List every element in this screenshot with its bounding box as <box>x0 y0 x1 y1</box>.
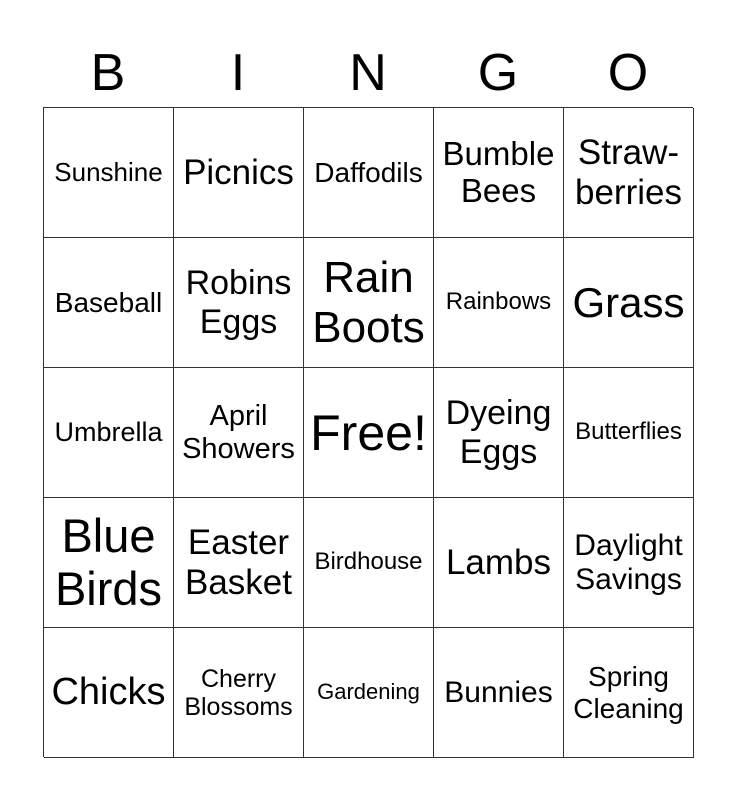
cell-label: Bunnies <box>444 675 553 709</box>
bingo-cell-r1c4[interactable] <box>434 108 564 238</box>
bingo-cell-r2c5[interactable] <box>564 238 694 368</box>
bingo-cell-r2c3[interactable] <box>304 238 434 368</box>
bingo-cell-r4c4[interactable] <box>434 498 564 628</box>
bingo-cell-r1c5[interactable] <box>564 108 694 238</box>
cell-label: Dyeing Eggs <box>445 394 552 471</box>
cell-label: Rain Boots <box>312 253 425 352</box>
cell-label: Grass <box>572 278 685 326</box>
header-letter-n: N <box>349 44 387 102</box>
cell-label: Daffodils <box>314 156 423 188</box>
bingo-header <box>43 42 693 104</box>
bingo-cell-free[interactable] <box>304 368 434 498</box>
bingo-board <box>43 107 693 757</box>
cell-label: Bumble Bees <box>442 134 555 209</box>
cell-label: Gardening <box>317 679 420 705</box>
bingo-cell-r1c3[interactable] <box>304 108 434 238</box>
bingo-cell-r2c1[interactable] <box>44 238 174 368</box>
cell-label: Straw- berries <box>575 133 682 212</box>
cell-label: Picnics <box>183 152 294 192</box>
cell-label: Birdhouse <box>314 548 423 576</box>
cell-label: Free! <box>310 404 427 461</box>
header-letter-b: B <box>90 44 126 102</box>
cell-label: Cherry Blossoms <box>184 664 293 721</box>
cell-label: Lambs <box>445 542 552 582</box>
bingo-cell-r2c4[interactable] <box>434 238 564 368</box>
bingo-cell-r3c5[interactable] <box>564 368 694 498</box>
cell-label: Rainbows <box>445 288 552 316</box>
cell-label: April Showers <box>182 400 295 465</box>
cell-label: Easter Basket <box>185 523 292 602</box>
header-letter-o: O <box>607 44 649 102</box>
cell-label: Butterflies <box>575 418 682 446</box>
cell-label: Robins Eggs <box>185 264 292 341</box>
bingo-cell-r4c5[interactable] <box>564 498 694 628</box>
bingo-cell-r5c1[interactable] <box>44 628 174 758</box>
header-letter-i: I <box>230 44 246 102</box>
cell-label: Baseball <box>54 286 163 318</box>
cell-label: Sunshine <box>54 156 163 187</box>
cell-label: Blue Birds <box>54 508 163 615</box>
cell-label: Umbrella <box>54 417 163 448</box>
cell-label: Spring Cleaning <box>573 661 684 724</box>
cell-label: Daylight Savings <box>574 528 683 596</box>
header-letter-g: G <box>477 44 519 102</box>
bingo-cell-r5c4[interactable] <box>434 628 564 758</box>
bingo-cell-r5c2[interactable] <box>174 628 304 758</box>
bingo-cell-r5c5[interactable] <box>564 628 694 758</box>
bingo-cell-r1c2[interactable] <box>174 108 304 238</box>
bingo-cell-r4c2[interactable] <box>174 498 304 628</box>
bingo-cell-r2c2[interactable] <box>174 238 304 368</box>
bingo-cell-r4c3[interactable] <box>304 498 434 628</box>
bingo-cell-r1c1[interactable] <box>44 108 174 238</box>
bingo-cell-r3c2[interactable] <box>174 368 304 498</box>
bingo-cell-r3c4[interactable] <box>434 368 564 498</box>
bingo-cell-r3c1[interactable] <box>44 368 174 498</box>
cell-label: Chicks <box>51 671 166 714</box>
bingo-cell-r4c1[interactable] <box>44 498 174 628</box>
bingo-cell-r5c3[interactable] <box>304 628 434 758</box>
